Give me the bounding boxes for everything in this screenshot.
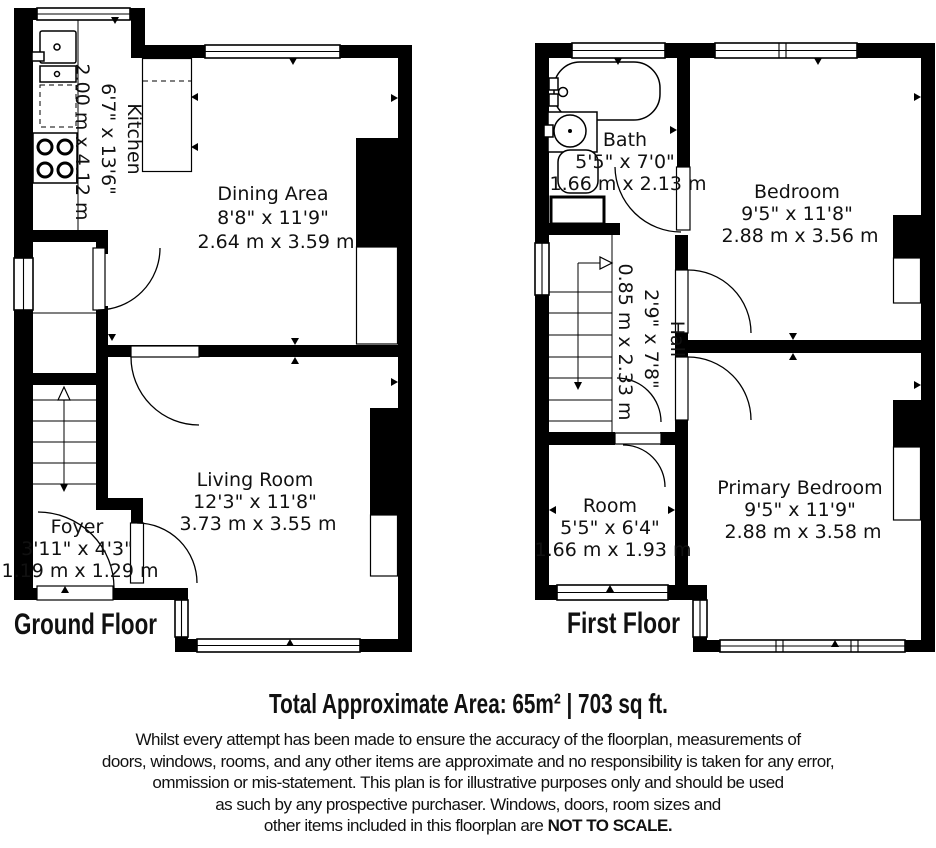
bath-metric: 1.66 m x 2.13 m — [549, 173, 707, 195]
ground-floor-plan — [1, 8, 412, 652]
primary-name: Primary Bedroom — [717, 477, 883, 499]
disclaimer — [0, 729, 936, 837]
disclaimer-line-5-prefix: other items included in this floorplan are — [263, 816, 548, 835]
alcove — [894, 258, 921, 303]
window — [693, 600, 707, 637]
room-imperial: 5'5" x 6'4" — [560, 517, 660, 539]
alcove — [371, 515, 398, 576]
window — [572, 43, 665, 58]
bedroom-label — [721, 181, 878, 247]
primary-imperial: 9'5" x 11'9" — [744, 499, 856, 521]
kitchen-metric: 2.00 m x 4.12 m — [71, 63, 93, 221]
kitchen-imperial: 6'7" x 13'6" — [97, 83, 119, 195]
not-to-scale-text: NOT TO SCALE. — [547, 816, 673, 835]
bath-name: Bath — [602, 129, 648, 151]
stove-icon — [33, 133, 77, 183]
chimney-breast — [893, 400, 921, 447]
living-name: Living Room — [196, 469, 314, 491]
disclaimer-line-3: ommission or mis-statement. This plan is for illustrative purposes only and should be used — [152, 773, 784, 792]
disclaimer-line-1: Whilst every attempt has been made to ensure the accuracy of the floorplan, measurements of — [135, 730, 801, 749]
dining-name: Dining Area — [217, 183, 329, 205]
alcove — [894, 447, 921, 520]
door-primary-bedroom — [676, 357, 752, 420]
primary-bedroom-label — [717, 477, 888, 543]
hall-imperial: 2'9" x 7'8" — [640, 289, 662, 389]
disclaimer-line-5 — [0, 815, 936, 837]
window — [715, 43, 857, 58]
counter-dashed — [40, 85, 76, 127]
hall-metric: 0.85 m x 2.33 m — [614, 263, 636, 421]
first-floor-title: First Floor — [567, 607, 681, 640]
stairs-icon — [549, 235, 612, 432]
living-metric: 3.73 m x 3.55 m — [179, 513, 337, 535]
counter-peninsula — [143, 59, 192, 172]
door-landing-to-dining — [93, 248, 160, 310]
bedroom-imperial: 9'5" x 11'8" — [741, 203, 853, 225]
sink-icon — [32, 31, 76, 82]
kitchen-label — [71, 63, 145, 220]
bedroom-metric: 2.88 m x 3.56 m — [721, 225, 879, 247]
ground-floor-title: Ground Floor — [14, 608, 158, 641]
window — [557, 585, 668, 600]
disclaimer-line-4: as such by any prospective purchaser. Windows, doors, room sizes and — [215, 794, 721, 814]
stairs-icon — [33, 313, 96, 492]
dining-imperial: 8'8" x 11'9" — [217, 207, 329, 229]
dining-label — [197, 183, 354, 253]
window — [205, 45, 340, 58]
window — [175, 600, 188, 637]
foyer-metric: 1.19 m x 1.29 m — [1, 560, 159, 582]
alcove — [357, 247, 398, 344]
room-name: Room — [582, 495, 638, 517]
sink-icon — [544, 112, 597, 152]
stairs-direction-arrow — [58, 387, 70, 492]
room-label — [534, 495, 691, 561]
bedroom-name: Bedroom — [754, 181, 840, 203]
disclaimer-line-2: doors, windows, rooms, and any other items are approximate and no responsibility is taken for any error, — [101, 751, 835, 771]
hall-name: Hall — [666, 320, 688, 358]
window — [720, 640, 905, 652]
foyer-name: Foyer — [50, 516, 104, 538]
primary-metric: 2.88 m x 3.58 m — [724, 521, 882, 543]
window — [197, 639, 360, 652]
window — [14, 258, 33, 310]
living-label — [179, 469, 336, 535]
chimney-breast — [356, 138, 398, 247]
total-area-title: Total Approximate Area: 65m² | 703 sq ft. — [268, 688, 668, 719]
kitchen-name: Kitchen — [123, 103, 145, 175]
first-floor-plan — [534, 43, 935, 652]
bath-imperial: 5'5" x 7'0" — [575, 151, 675, 173]
chimney-breast — [370, 408, 398, 515]
living-imperial: 12'3" x 11'8" — [193, 491, 317, 513]
footer-text — [0, 688, 936, 837]
window — [535, 243, 549, 295]
stairs-direction-arrow — [574, 257, 612, 390]
dining-metric: 2.64 m x 3.59 m — [197, 231, 355, 253]
room-metric: 1.66 m x 1.93 m — [534, 539, 692, 561]
foyer-imperial: 3'11" x 4'3" — [21, 538, 133, 560]
chimney-breast — [893, 215, 921, 258]
door-dining-to-living — [131, 346, 199, 425]
